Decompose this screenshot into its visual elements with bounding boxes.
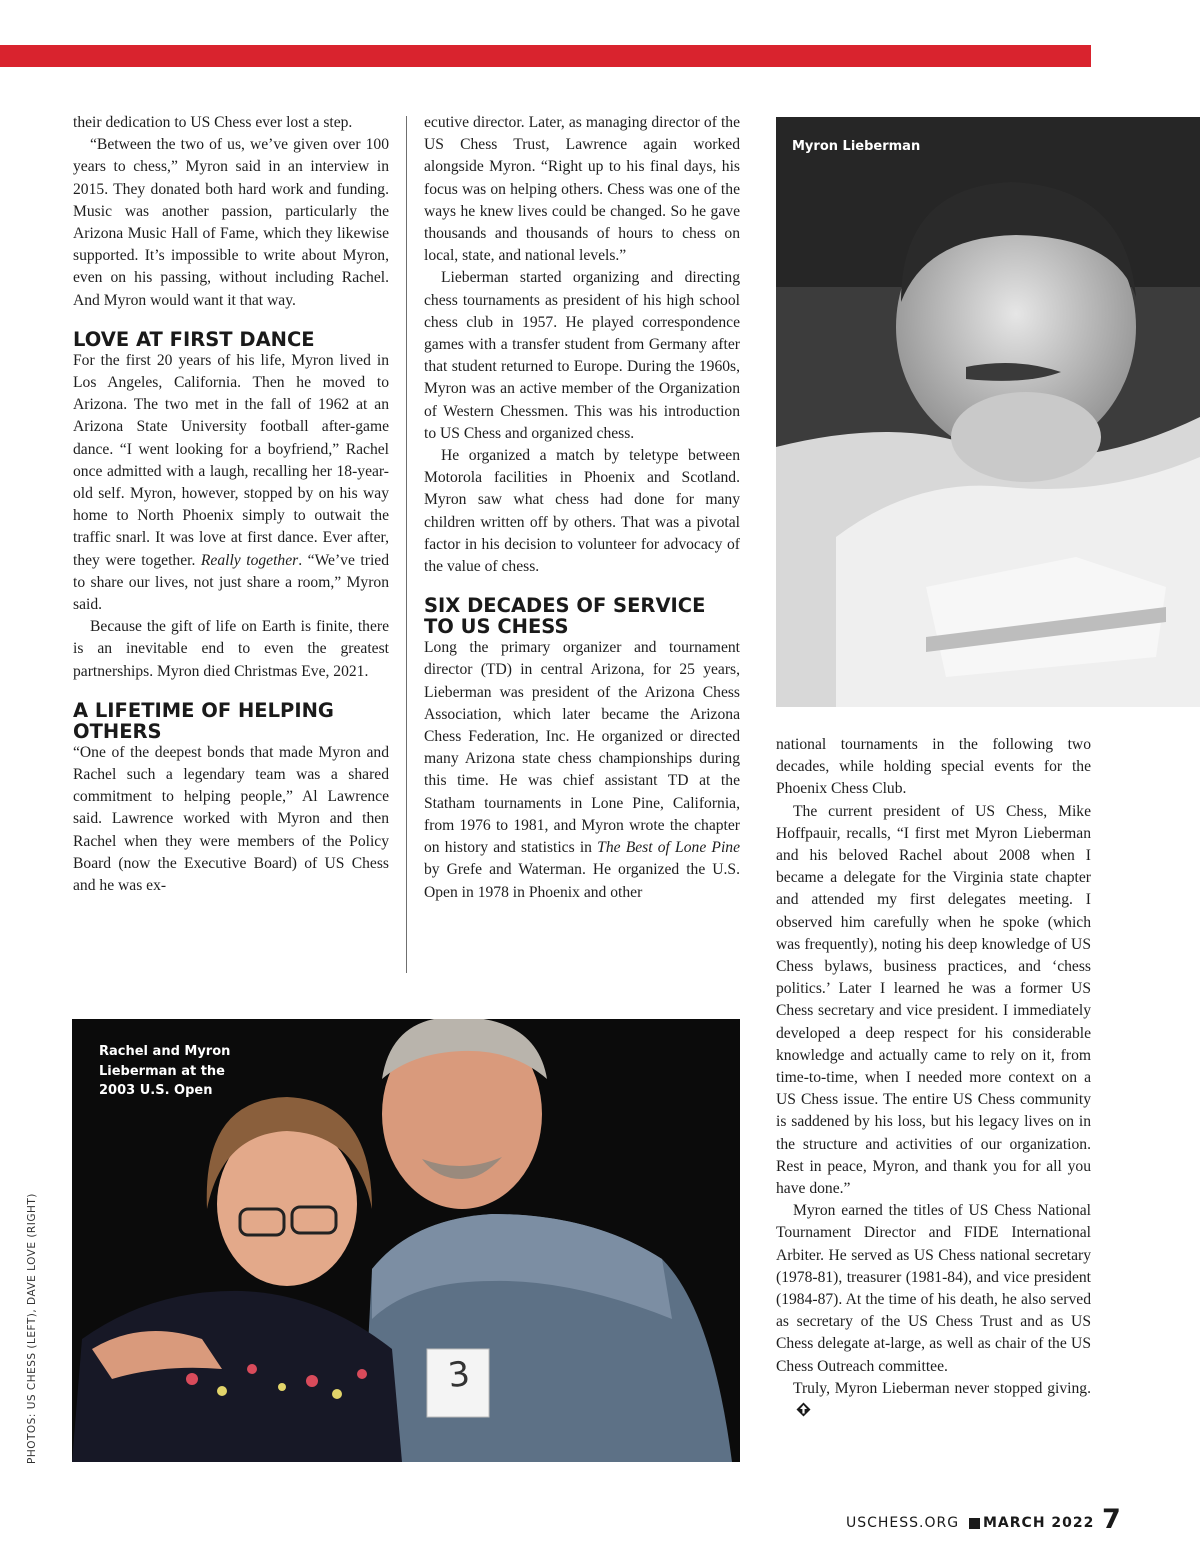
paragraph: Long the primary organizer and tournament director (TD) in central Arizona, for 25 years, Lieberman was president of the Arizona Chess Association, which later became the Arizona Chess Federation, Inc. He organized or directed many Arizona state chess championships during this time. He was chief assistant TD at the Statham tournaments in Lone Pine, California, from 1976 to 1981, and Myron wrote the chapter on history and statistics in The Best of Lone Pine by Grefe and Waterman. He organized the U.S. Open in 1978 in Phoenix and other <box>424 639 740 901</box>
paragraph: Truly, Myron Lieberman never stopped giving. <box>776 1378 1091 1424</box>
column-divider <box>406 116 407 973</box>
paragraph: The current president of US Chess, Mike Hoffpauir, recalls, “I first met Myron Lieberman and his beloved Rachel about 2008 when I became a delegate for the Virginia state chapter and attended my first delegates meeting. I observed him carefully when he spoke (which was frequently), noting his deep knowledge of US Chess bylaws, business practices, and ‘chess politics.’ Later I learned he was a former US Chess secretary and vice president. I immediately developed a deep respect for his considerable knowledge and actually came to rely on it, from time-to-time, when I needed more context on a US Chess issue. The entire US Chess community is saddened by his loss, but his legacy lives on in the structure and activities of our organization. Rest in peace, Myron, and thank you for all you have done.” <box>776 802 1091 1198</box>
portrait-illustration <box>776 117 1200 707</box>
section-heading-love-at-first-dance: LOVE AT FIRST DANCE <box>73 327 315 351</box>
paragraph: ecutive director. Later, as managing director of the US Chess Trust, Lawrence again worked alongside Myron. “Right up to his final days, his focus was on helping others. Chess was one of the ways he knew lives could be changed. So he gave thousands and thousands of hours to chess on local, state, and national levels.” <box>424 114 740 265</box>
end-mark-icon <box>779 1402 811 1424</box>
photo-caption: Rachel and Myron Lieberman at the 2003 U.S. Open <box>99 1044 231 1098</box>
accent-bar <box>0 45 1091 67</box>
photo-rachel-and-myron <box>72 1019 740 1462</box>
name-badge: 3 <box>446 1353 472 1397</box>
page-number: 7 <box>1102 1504 1121 1535</box>
book-title: The Best of Lone Pine <box>597 839 740 857</box>
paragraph: “Between the two of us, we’ve given over 100 years to chess,” Myron said in an interview in 2015. They donated both hard work and funding. Music was another passion, particularly the Arizona Music Hall of Fame, which they likewise supported. It’s impossible to write about Myron, even on his passing, without including Rachel. And Myron would want it that way. <box>73 136 389 309</box>
photo-myron-lieberman <box>776 117 1200 707</box>
section-heading-six-decades: SIX DECADES OF SERVICE TO US CHESS <box>424 594 706 639</box>
page-footer <box>830 1504 1120 1544</box>
article-column-2 <box>424 112 740 904</box>
paragraph: He organized a match by teletype between Motorola facilities in Phoenix and Scotland. Myron saw what chess had done for many children written off by others. That was a pivotal factor in his decision to volunteer for advocacy of the value of chess. <box>424 447 740 576</box>
paragraph: their dedication to US Chess ever lost a step. <box>73 114 353 131</box>
photo-caption: Myron Lieberman <box>792 139 921 154</box>
article-column-1 <box>73 112 389 897</box>
photo-credit: PHOTOS: US CHESS (LEFT), DAVE LOVE (RIGHT) <box>26 1193 38 1464</box>
footer-separator-icon <box>969 1518 980 1529</box>
paragraph: Myron earned the titles of US Chess National Tournament Director and FIDE International Arbiter. He served as US Chess national secretary (1978-81), treasurer (1981-84), and vice president (1984-87). At the time of his death, he also served as secretary of the US Chess Trust and as US Chess delegate at-large, as well as chair of the US Chess Outreach committee. <box>776 1202 1091 1375</box>
paragraph: Lieberman started organizing and directing chess tournaments as president of his high school chess club in 1957. He played correspondence games with a transfer student from Germany after that student returned to Europe. During the 1960s, Myron was an active member of the Organization of Western Chessmen. This was his introduction to US Chess and organized chess. <box>424 269 740 442</box>
footer-issue: MARCH 2022 <box>983 1515 1095 1531</box>
paragraph: For the first 20 years of his life, Myron lived in Los Angeles, California. Then he moved to Arizona. The two met in the fall of 1962 at an Arizona State University football after-game dance. “I went looking for a boyfriend,” Rachel once admitted with a laugh, recalling her 18-year-old self. Myron, however, stopped by on his way home to North Phoenix simply to outwait the traffic snarl. It was love at first dance. Ever after, they were together. Really together. “We’ve tried to share our lives, not just share a room,” Myron said. <box>73 351 390 614</box>
footer-site: USCHESS.ORG <box>846 1515 960 1531</box>
emphasis: Really together <box>200 551 299 569</box>
section-heading-lifetime-of-helping: A LIFETIME OF HELPING OTHERS <box>73 698 334 743</box>
article-column-3 <box>776 734 1091 1424</box>
paragraph: Because the gift of life on Earth is finite, there is an inevitable end to even the greatest partnerships. Myron died Christmas Eve, 2021. <box>73 618 389 680</box>
paragraph: “One of the deepest bonds that made Myron and Rachel such a legendary team was a shared commitment to helping people,” Al Lawrence said. Lawrence worked with Myron and then Rachel when they were members of the Policy Board (now the Executive Board) of US Chess and he was ex- <box>73 743 389 895</box>
paragraph: national tournaments in the following two decades, while holding special events for the Phoenix Chess Club. <box>776 736 1091 798</box>
